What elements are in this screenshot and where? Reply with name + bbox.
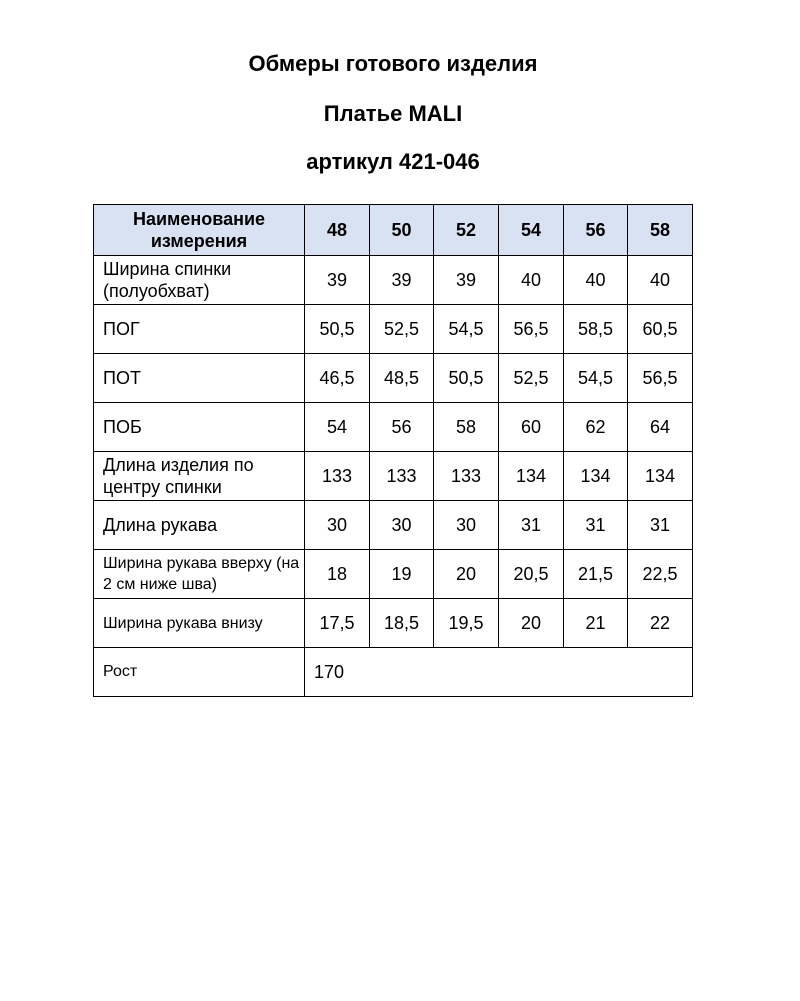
page-title: Обмеры готового изделия: [248, 51, 538, 76]
table-cell: 54,5: [564, 354, 628, 403]
table-cell: 60: [499, 403, 564, 452]
table-cell: 31: [564, 501, 628, 550]
row-label: Рост: [94, 648, 305, 697]
column-header-size: 52: [434, 205, 499, 256]
product-name: Платье MALI: [323, 101, 463, 126]
table-cell: 30: [305, 501, 370, 550]
table-cell: 64: [628, 403, 693, 452]
table-cell: 22,5: [628, 550, 693, 599]
article-number: артикул 421-046: [306, 149, 480, 174]
row-label: ПОБ: [94, 403, 305, 452]
table-cell: 133: [305, 452, 370, 501]
table-cell: 40: [628, 256, 693, 305]
table-row: [94, 403, 693, 452]
table-cell: 52,5: [370, 305, 434, 354]
table-row-height: [94, 648, 693, 697]
table-cell: 60,5: [628, 305, 693, 354]
table-cell: 50,5: [305, 305, 370, 354]
table-cell: 18,5: [370, 599, 434, 648]
row-label: Длина рукава: [94, 501, 305, 550]
table-cell: 50,5: [434, 354, 499, 403]
row-label: Ширина рукава внизу: [94, 599, 305, 648]
table-cell: 18: [305, 550, 370, 599]
table-cell: 58: [434, 403, 499, 452]
table-cell: 21: [564, 599, 628, 648]
column-header-size: 58: [628, 205, 693, 256]
table-cell: 17,5: [305, 599, 370, 648]
column-header-size: 48: [305, 205, 370, 256]
table-cell: 58,5: [564, 305, 628, 354]
table-cell: 56,5: [499, 305, 564, 354]
table-cell: 40: [499, 256, 564, 305]
table-cell: 48,5: [370, 354, 434, 403]
table-row: [94, 256, 693, 305]
table-row: [94, 599, 693, 648]
table-cell: 30: [370, 501, 434, 550]
table-cell: 133: [370, 452, 434, 501]
measurements-table: [93, 204, 693, 697]
table-cell: 20: [499, 599, 564, 648]
row-label: ПОТ: [94, 354, 305, 403]
row-label: Ширина рукава вверху (на 2 см ниже шва): [94, 550, 305, 599]
table-row: [94, 354, 693, 403]
table-cell: 19,5: [434, 599, 499, 648]
table-cell: 39: [305, 256, 370, 305]
table-cell: 21,5: [564, 550, 628, 599]
table-cell: 52,5: [499, 354, 564, 403]
table-cell: 134: [628, 452, 693, 501]
table-cell: 30: [434, 501, 499, 550]
table-header-row: [94, 205, 693, 256]
height-value: 170: [305, 648, 693, 697]
column-header-size: 50: [370, 205, 434, 256]
row-label: Ширина спинки (полуобхват): [94, 256, 305, 305]
table-cell: 134: [499, 452, 564, 501]
table-cell: 56,5: [628, 354, 693, 403]
table-row: [94, 452, 693, 501]
table-cell: 22: [628, 599, 693, 648]
column-header-size: 54: [499, 205, 564, 256]
table-cell: 134: [564, 452, 628, 501]
table-cell: 133: [434, 452, 499, 501]
table-cell: 31: [499, 501, 564, 550]
table-cell: 56: [370, 403, 434, 452]
table-cell: 54: [305, 403, 370, 452]
row-label: Длина изделия по центру спинки: [94, 452, 305, 501]
column-header-size: 56: [564, 205, 628, 256]
table-cell: 20,5: [499, 550, 564, 599]
table-cell: 19: [370, 550, 434, 599]
row-label: ПОГ: [94, 305, 305, 354]
table-cell: 54,5: [434, 305, 499, 354]
table-cell: 40: [564, 256, 628, 305]
table-row: [94, 501, 693, 550]
table-cell: 46,5: [305, 354, 370, 403]
table-cell: 39: [370, 256, 434, 305]
table-row: [94, 305, 693, 354]
column-header-measurement: Наименование измерения: [94, 205, 305, 256]
table-cell: 39: [434, 256, 499, 305]
table-row: [94, 550, 693, 599]
table-cell: 62: [564, 403, 628, 452]
table-cell: 20: [434, 550, 499, 599]
table-cell: 31: [628, 501, 693, 550]
